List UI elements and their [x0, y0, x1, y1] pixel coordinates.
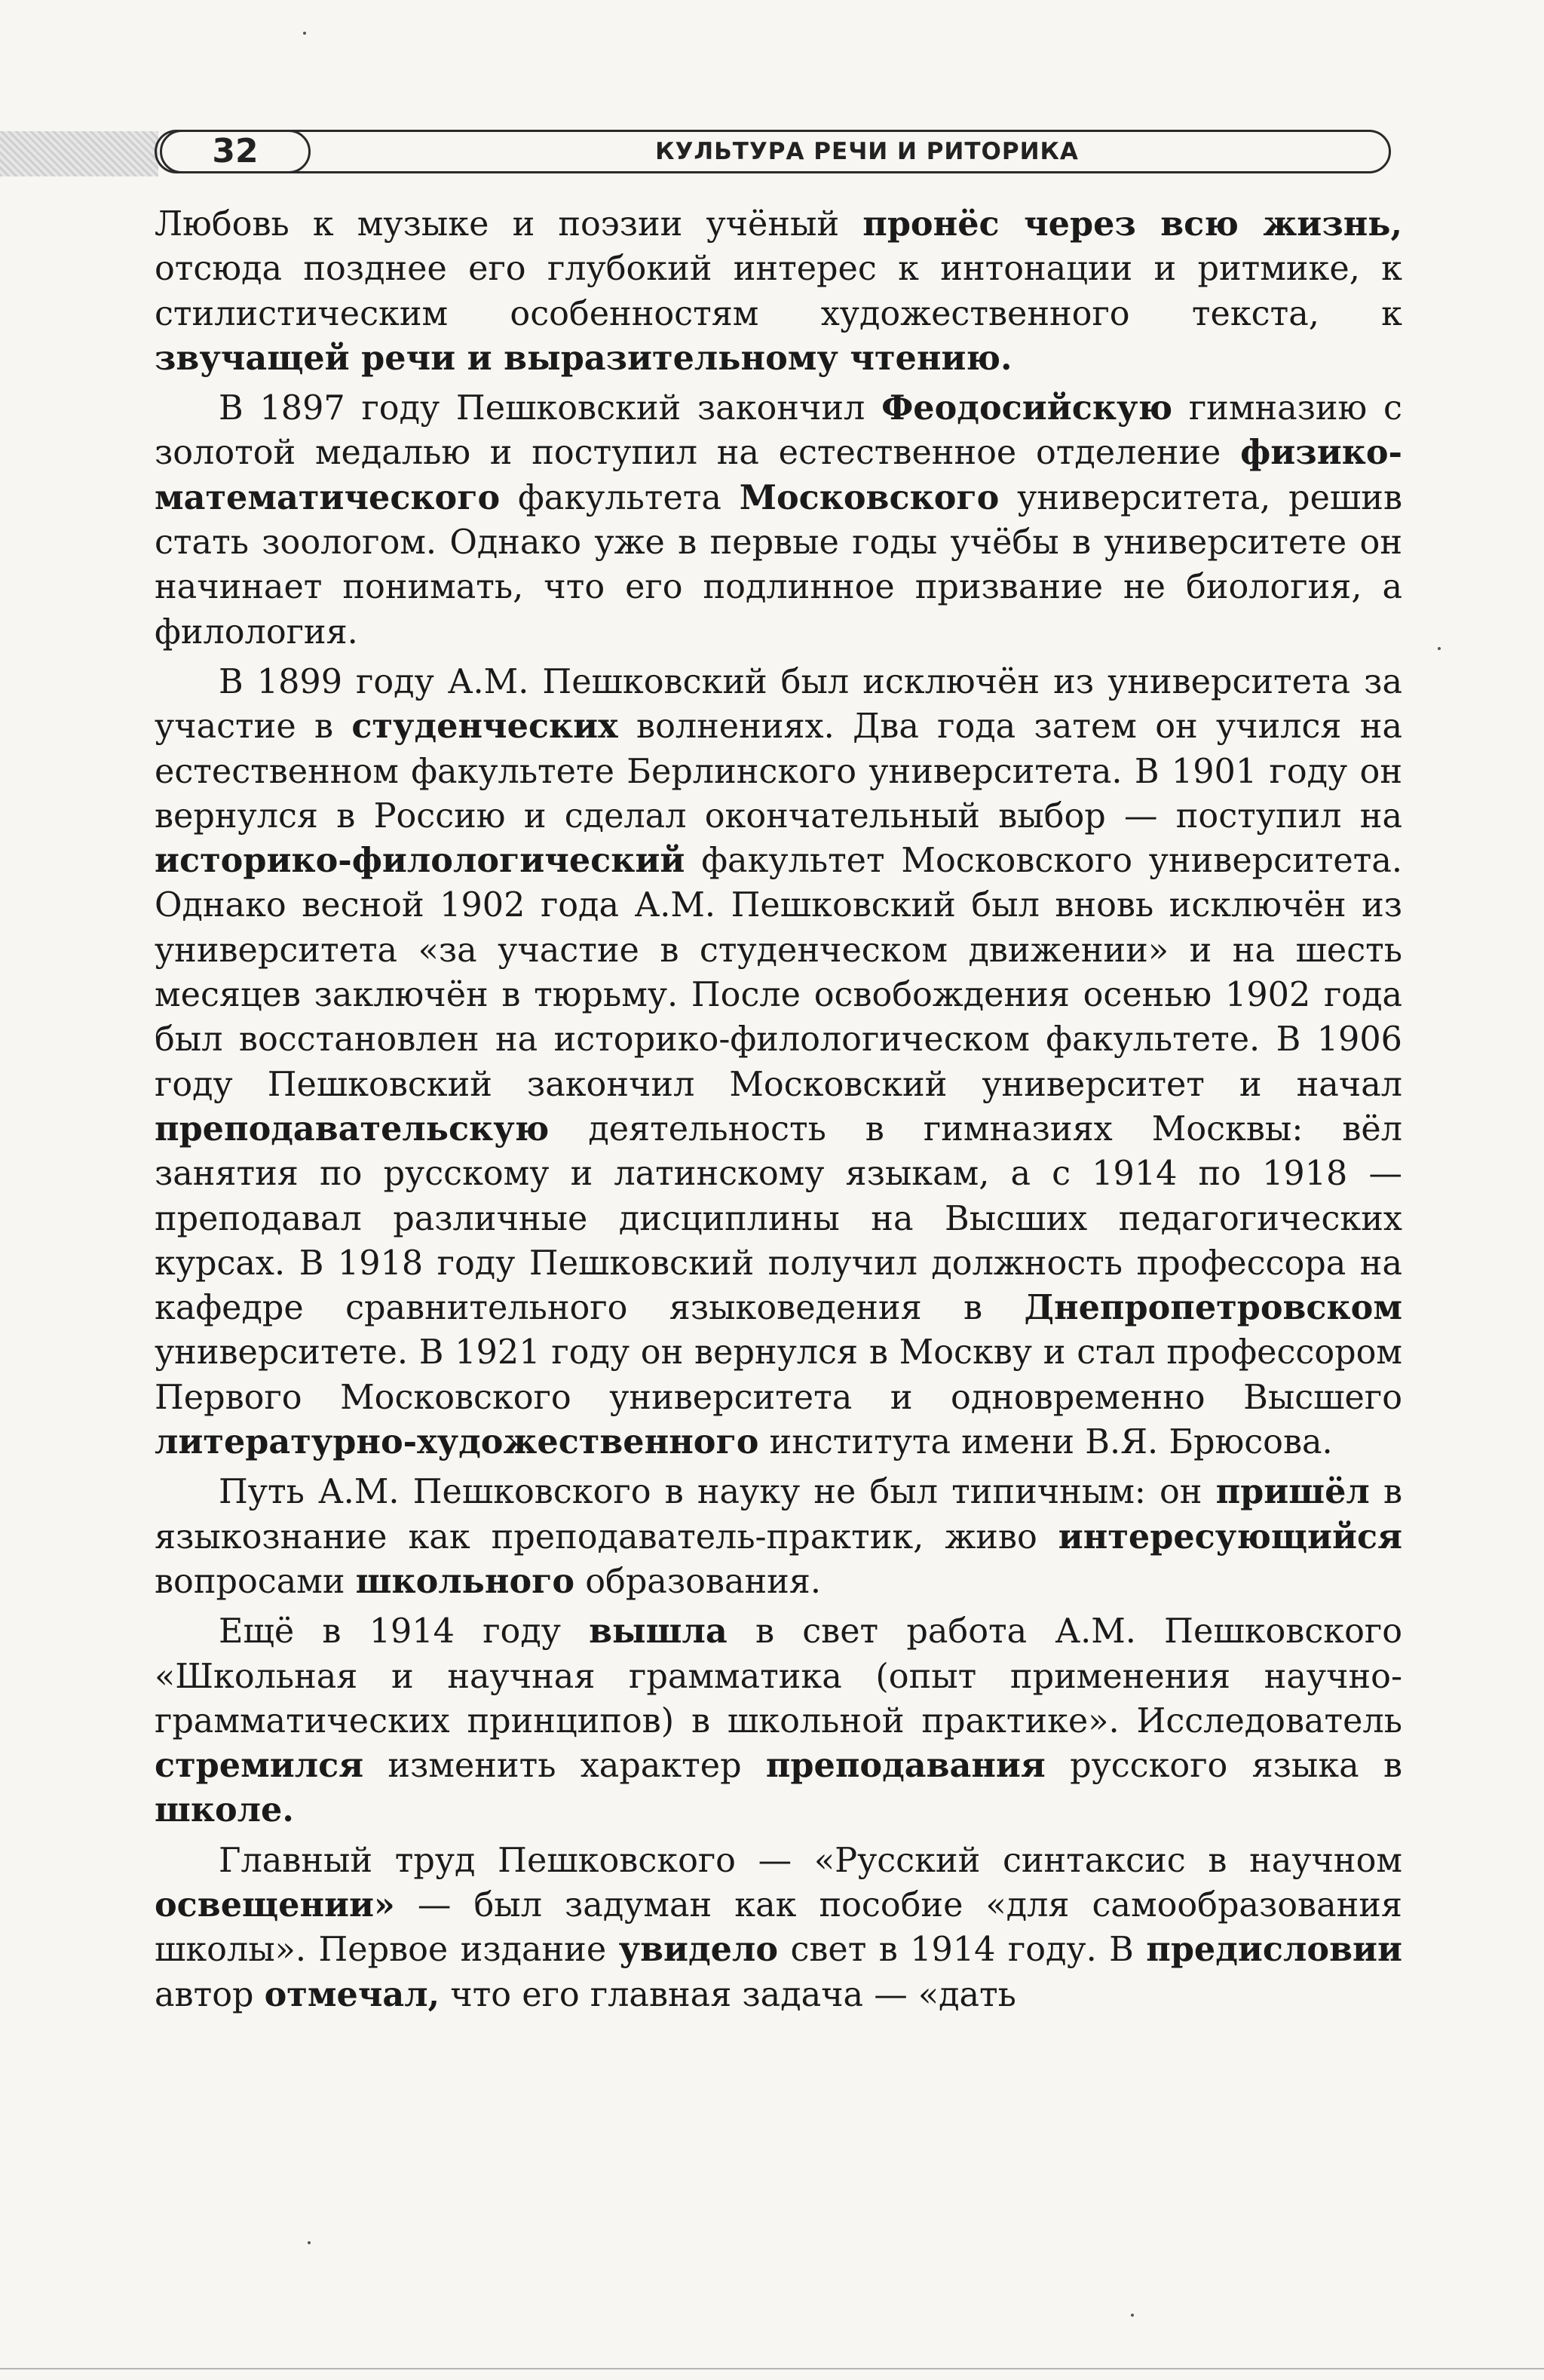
text-run: свет в 1914 году. В	[778, 1931, 1147, 1970]
text-run: Главный труд Пешковского — «Русский синтаксис в научном	[219, 1841, 1402, 1880]
bold-text-run: звучащей речи и выразительному чтению.	[155, 338, 1012, 378]
paragraph	[155, 1470, 1402, 1604]
page-bottom-edge	[0, 2368, 1544, 2369]
bold-text-run: литературно-художественного	[155, 1422, 759, 1462]
text-run: университета, решив стать зоологом. Однако уже в первые годы учёбы в университете он начинает понимать, что его подлинное призвание не биология, а филология.	[155, 478, 1402, 652]
paragraph	[155, 386, 1402, 655]
page-number: 32	[160, 130, 311, 173]
text-run: в языкознание как преподаватель-практик, живо	[155, 1473, 1402, 1557]
paragraph	[155, 202, 1402, 381]
bold-text-run: стремился	[155, 1746, 364, 1786]
text-run: русского языка в	[1045, 1747, 1402, 1786]
scan-speck	[303, 32, 306, 35]
bold-text-run: Феодосийскую	[881, 388, 1173, 428]
bold-text-run: пришёл	[1215, 1472, 1370, 1512]
bold-text-run: студенческих	[351, 707, 618, 747]
text-run: факультет Московского университета. Однако весной 1902 года А.М. Пешковский был вновь исключён из университета «за участие в студенческом движении» и на шесть месяцев заключён в тюрьму. После освобождения осенью 1902 года был восстановлен на историко-филологическом факультете. В 1906 году Пешковский закончил Московский университет и начал	[155, 842, 1402, 1104]
scan-speck	[1131, 2314, 1134, 2317]
text-run: что его главная задача — «дать	[440, 1975, 1016, 2014]
scan-speck	[308, 2241, 311, 2244]
text-run: университете. В 1921 году он вернулся в Москву и стал профессором Первого Московского университета и одновременно Высшего	[155, 1333, 1402, 1417]
bold-text-run: преподавания	[765, 1746, 1046, 1786]
bold-text-run: вышла	[589, 1612, 728, 1652]
text-run: вопросами	[155, 1562, 356, 1601]
text-run: изменить характер	[363, 1747, 766, 1786]
paragraph	[155, 660, 1402, 1464]
bold-text-run: школьного	[355, 1561, 575, 1601]
bold-text-run: отмечал,	[264, 1974, 440, 2014]
text-run: деятельность в гимназиях Москвы: вёл занятия по русскому и латинскому языкам, а с 1914 по 1918 — преподавал различные дисциплины на Высших педагогических курсах. В 1918 году Пешковский получил должность профессора на кафедре сравнительного языковедения в	[155, 1109, 1402, 1328]
text-run: Любовь к музыке и поэзии учёный	[155, 205, 863, 244]
text-run: гимназию с золотой медалью и поступил на естественное отделение	[155, 389, 1402, 473]
text-run: В 1899 году А.М. Пешковский был исключён из университета за участие в	[155, 662, 1402, 747]
scan-speck	[1438, 647, 1441, 650]
paragraph	[155, 1839, 1402, 2017]
header-texture-decoration	[0, 131, 158, 176]
bold-text-run: предисловии	[1146, 1930, 1402, 1970]
bold-text-run: школе.	[155, 1790, 294, 1830]
text-run: факультета	[500, 478, 740, 517]
text-run: Путь А.М. Пешковского в науку не был типичным: он	[219, 1473, 1216, 1512]
bold-text-run: преподавательскую	[155, 1109, 550, 1149]
bold-text-run: увидело	[618, 1930, 779, 1970]
bold-text-run: освещении»	[155, 1885, 395, 1925]
bold-text-run: Московского	[739, 477, 1000, 517]
text-run: Ещё в 1914 году	[219, 1612, 590, 1652]
text-run: автор	[155, 1975, 265, 2014]
text-run: образования.	[574, 1562, 822, 1601]
bold-text-run: Днепропетровском	[1024, 1288, 1402, 1328]
text-run: — был задуман как пособие «для самообразования школы». Первое издание	[155, 1885, 1402, 1970]
body-text	[155, 202, 1402, 2017]
text-run: В 1897 году Пешковский закончил	[219, 389, 882, 428]
bold-text-run: пронёс через всю жизнь,	[862, 204, 1402, 244]
bold-text-run: историко-филологический	[155, 841, 685, 881]
text-run: отсюда позднее его глубокий интерес к интонации и ритмике, к стилистическим особенностям художественного текста, к	[155, 250, 1402, 333]
bold-text-run: физико-математического	[155, 433, 1402, 517]
text-run: института имени В.Я. Брюсова.	[758, 1423, 1333, 1462]
running-title: КУЛЬТУРА РЕЧИ И РИТОРИКА	[655, 138, 1079, 165]
paragraph	[155, 1609, 1402, 1833]
running-header	[0, 125, 1402, 181]
text-run: волнениях. Два года затем он учился на естественном факультете Берлинского университета. В 1901 году он вернулся в Россию и сделал окончательный выбор — поступил на	[155, 707, 1403, 836]
text-run: в свет работа А.М. Пешковского «Школьная и научная грамматика (опыт применения научно-грамматических принципов) в школьной практике». Исследователь	[155, 1612, 1402, 1741]
bold-text-run: интересующийся	[1058, 1517, 1402, 1557]
